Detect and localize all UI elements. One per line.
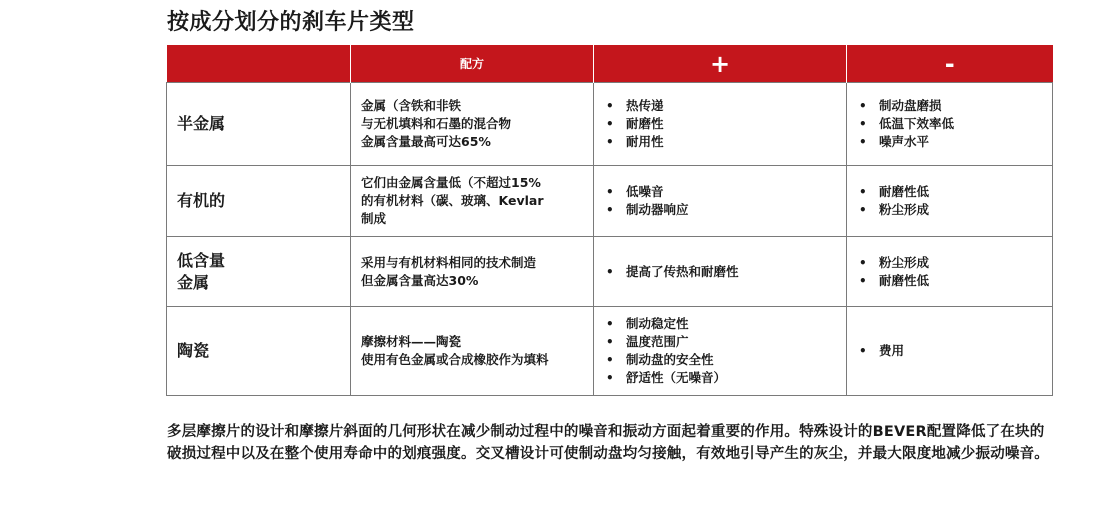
pros-item: • 提高了传热和耐磨性	[604, 263, 846, 281]
formula-line: 金属含量最高可达65%	[361, 134, 491, 149]
pros-item: • 舒适性（无噪音）	[604, 369, 846, 387]
header-cons: -	[847, 45, 1053, 83]
row-pros	[594, 237, 847, 307]
row-name-line: 金属	[177, 272, 210, 292]
page-title: 按成分划分的刹车片类型	[167, 10, 415, 35]
row-formula	[351, 307, 594, 396]
description-paragraph: 多层摩擦片的设计和摩擦片斜面的几何形状在减少制动过程中的噪音和振动方面起着重要的作用。特殊设计的BEVER配置降低了在块的破损过程中以及在整个使用寿命中的划痕强度。交叉槽设计可使制动盘均匀接触，有效地引导产生的灰尘，并最大限度地减少振动噪音。	[167, 424, 1049, 462]
row-name-line: 低含量	[177, 250, 226, 270]
row-name	[167, 237, 351, 307]
cons-item: • 粉尘形成	[857, 254, 1052, 272]
cons-item: • 耐磨性低	[857, 183, 1052, 201]
row-cons	[847, 166, 1053, 237]
row-cons	[847, 83, 1053, 166]
formula-line: 制成	[361, 211, 387, 226]
formula-line: 使用有色金属或合成橡胶作为填料	[361, 352, 549, 367]
cons-item: • 耐磨性低	[857, 272, 1052, 290]
formula-line: 的有机材料（碳、玻璃、Kevlar	[361, 193, 544, 208]
cons-item: • 噪声水平	[857, 133, 1052, 151]
row-formula	[351, 166, 594, 237]
formula-line: 但金属含量高达30%	[361, 272, 479, 288]
header-formula: 配方	[351, 45, 594, 83]
row-pros	[594, 307, 847, 396]
pros-item: • 温度范围广	[604, 333, 846, 351]
row-cons	[847, 237, 1053, 307]
table-row	[167, 237, 1053, 307]
table-row	[167, 307, 1053, 396]
cons-item: • 粉尘形成	[857, 201, 1052, 219]
row-pros	[594, 83, 847, 166]
row-formula	[351, 83, 594, 166]
table-header-row	[167, 45, 1053, 83]
row-name: 有机的	[167, 166, 351, 237]
formula-line: 摩擦材料——陶瓷	[361, 334, 462, 349]
formula-line: 采用与有机材料相同的技术制造	[361, 254, 537, 270]
table-row	[167, 166, 1053, 237]
pros-item: • 制动器响应	[604, 201, 846, 219]
row-cons	[847, 307, 1053, 396]
pros-item: • 耐磨性	[604, 115, 846, 133]
formula-line: 金属（含铁和非铁	[361, 98, 462, 113]
cons-item: • 费用	[857, 342, 1052, 360]
table-row	[167, 83, 1053, 166]
pros-item: • 制动盘的安全性	[604, 351, 846, 369]
row-formula	[351, 237, 594, 307]
pros-item: • 热传递	[604, 97, 846, 115]
pros-item: • 耐用性	[604, 133, 846, 151]
pros-item: • 制动稳定性	[604, 315, 846, 333]
row-name: 半金属	[167, 83, 351, 166]
row-pros	[594, 166, 847, 237]
cons-item: • 低温下效率低	[857, 115, 1052, 133]
row-name: 陶瓷	[167, 307, 351, 396]
header-empty	[167, 45, 351, 83]
brake-pad-table	[166, 45, 1053, 396]
formula-line: 它们由金属含量低（不超过15%	[361, 175, 541, 190]
formula-line: 与无机填料和石墨的混合物	[361, 116, 512, 131]
cons-item: • 制动盘磨损	[857, 97, 1052, 115]
pros-item: • 低噪音	[604, 183, 846, 201]
header-pros: +	[594, 45, 847, 83]
